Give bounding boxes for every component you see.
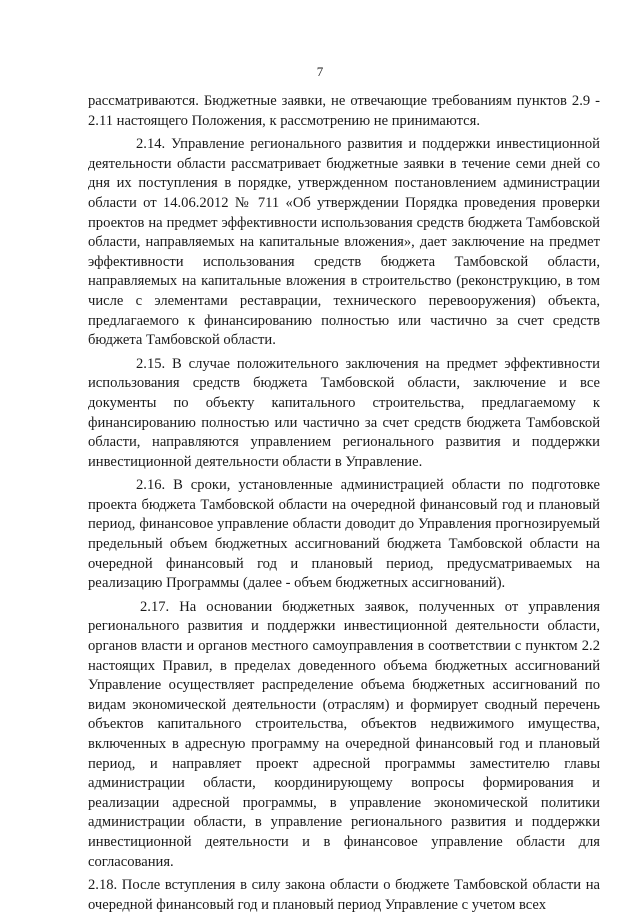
paragraph-2-13-continuation: рассматриваются. Бюджетные заявки, не отвечающие требованиям пунктов 2.9 - 2.11 настоящего Положения, к рассмотрению не принимаются.	[88, 93, 600, 129]
paragraph-2-14: 2.14. Управление регионального развития и поддержки инвестиционной деятельности области рассматривает бюджетные заявки в течение семи дней со дня их поступления в порядке, утвержденном постановлением администрации области от 14.06.2012 № 711 «Об утверждении Порядка проведения проверки проектов на предмет эффективности использования средств бюджета Тамбовской области, направляемых на капитальные вложения», дает заключение на предмет эффективности использования средств бюджета Тамбовской области, направляемых на капитальные вложения в строительство (реконструкцию, в том числе с элементами реставрации, технического перевооружения) объекта, предлагаемого к финансированию полностью или частично за счет средств бюджета Тамбовской области.	[88, 136, 600, 349]
paragraph-2-17: 2.17. На основании бюджетных заявок, полученных от управления регионального развития и поддержки инвестиционной деятельности области, органов власти и органов местного самоуправления в соответствии с пунктом 2.2 настоящих Правил, в пределах доведенного объема бюджетных ассигнований Управление осуществляет распределение объема бюджетных ассигнований по видам экономической деятельности (отраслям) и формирует сводный перечень объектов капитального строительства, объектов недвижимого имущества, включенных в адресную программу на очередной финансовый год и плановый период, и направляет проект адресной программы заместителю главы администрации области, координирующему вопросы формирования и реализации адресной программы, в управление экономической политики администрации области, в управление регионального развития и поддержки инвестиционной деятельности и в финансовое управление области для согласования.	[88, 598, 600, 870]
page-number: 7	[316, 64, 324, 79]
document-body	[88, 92, 600, 919]
paragraph-2-16: 2.16. В сроки, установленные администрацией области по подготовке проекта бюджета Тамбовской области на очередной финансовый год и плановый период, финансовое управление области доводит до Управления прогнозируемый предельный объем бюджетных ассигнований бюджета Тамбовской области на очередной финансовый год и плановый период, предусматриваемых на реализацию Программы (далее - объем бюджетных ассигнований).	[88, 477, 600, 592]
paragraph-2-15: 2.15. В случае положительного заключения на предмет эффективности использования средств бюджета Тамбовской области, заключение и все документы по объекту капитального строительства, предлагаемому к финансированию полностью или частично за счет средств бюджета Тамбовской области, направляются управлением регионального развития и поддержки инвестиционной деятельности области в Управление.	[88, 355, 600, 470]
paragraph-2-18: 2.18. После вступления в силу закона области о бюджете Тамбовской области на очередной финансовый год и плановый период Управление с учетом всех	[88, 877, 600, 913]
